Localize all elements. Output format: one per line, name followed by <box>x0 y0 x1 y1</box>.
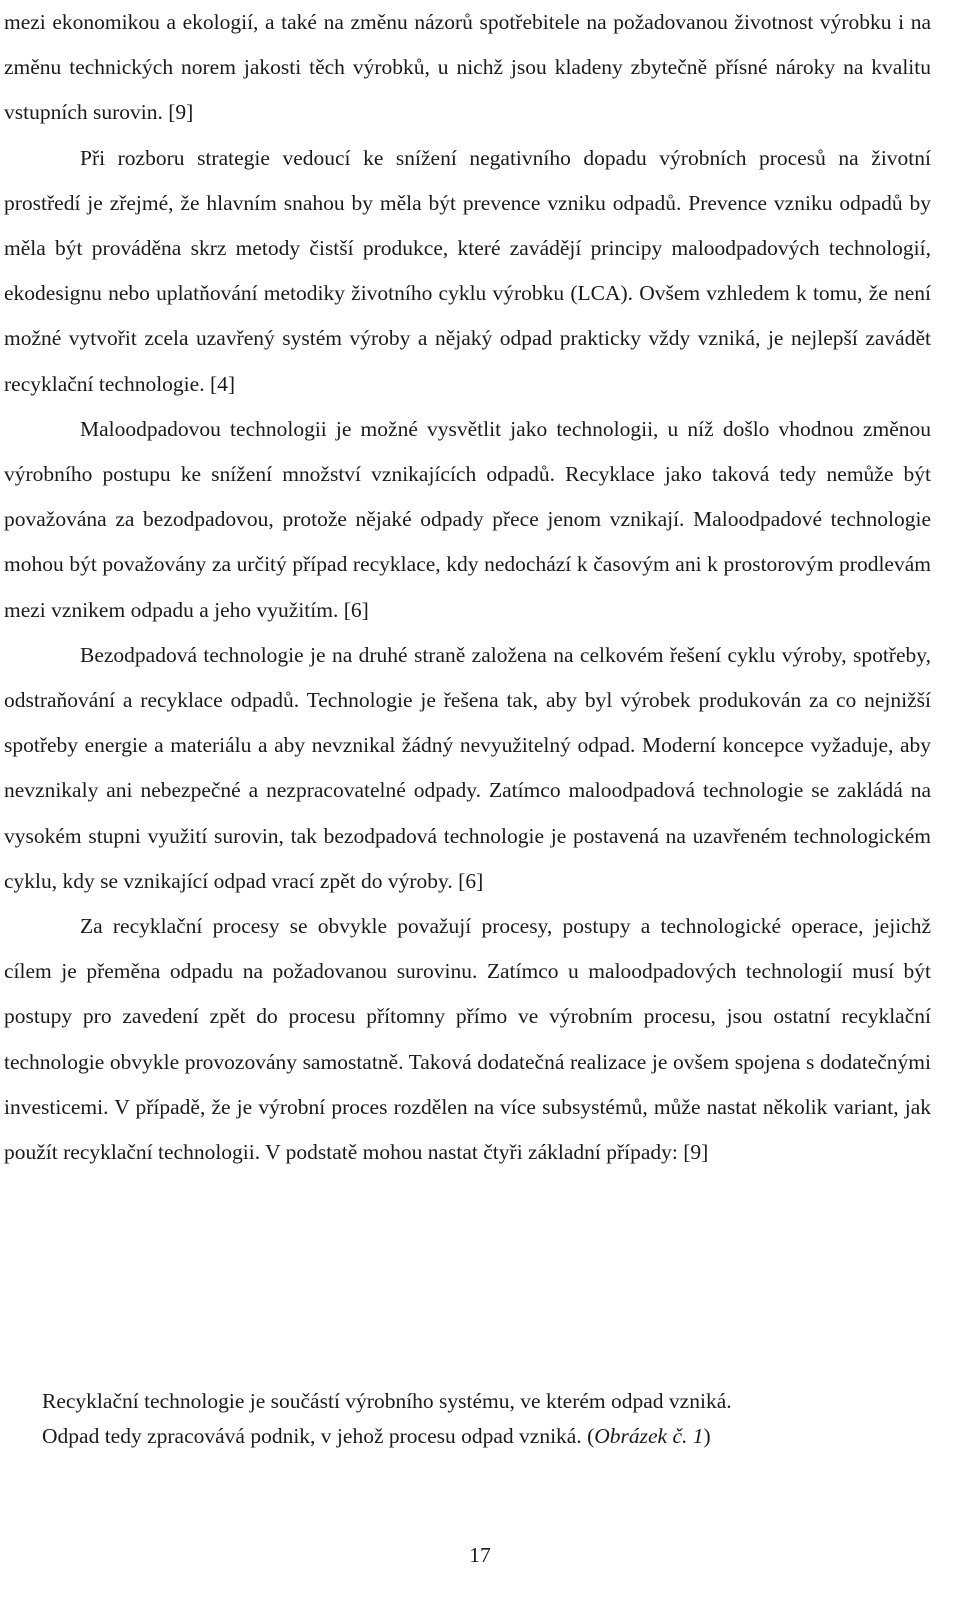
page-number: 17 <box>469 1543 491 1567</box>
paragraph-3: Maloodpadovou technologii je možné vysvětlit jako technologii, u níž došlo vhodnou změnou výrobního postupu ke snížení množství vznikajících odpadů. Recyklace jako taková tedy nemůže být považována za bezodpadovou, protože nějaké odpady přece jenom vznikají. Maloodpadové technologie mohou být považovány za určitý případ recyklace, kdy nedochází k časovým ani k prostorovým prodlevám mezi vznikem odpadu a jeho využitím. [6] <box>4 416 931 622</box>
body-text <box>4 0 931 1175</box>
list-item-line-1: Recyklační technologie je součástí výrobního systému, ve kterém odpad vzniká. <box>42 1389 732 1413</box>
paragraph-5: Za recyklační procesy se obvykle považují procesy, postupy a technologické operace, jejichž cílem je přeměna odpadu na požadovanou surovinu. Zatímco u maloodpadových technologií musí být postupy pro zavedení zpět do procesu přítomny přímo ve výrobním procesu, jsou ostatní recyklační technologie obvykle provozovány samostatně. Taková dodatečná realizace je ovšem spojena s dodatečnými investicemi. V případě, že je výrobní proces rozdělen na více subsystémů, může nastat několik variant, jak použít recyklační technologii. V podstatě mohou nastat čtyři základní případy: [9] <box>4 914 931 1165</box>
list-item-1 <box>42 1384 932 1454</box>
list-item-line-2-text: Odpad tedy zpracovává podnik, v jehož procesu odpad vzniká. ( <box>42 1424 595 1448</box>
paragraph-4: Bezodpadová technologie je na druhé straně založena na celkovém řešení cyklu výroby, spotřeby, odstraňování a recyklace odpadů. Technologie je řešena tak, aby byl výrobek produkován za co nejnižší spotřeby energie a materiálu a aby nevznikal žádný nevyužitelný odpad. Moderní koncepce vyžaduje, aby nevznikaly ani nebezpečné a nezpracovatelné odpady. Zatímco maloodpadová technologie se zakládá na vysokém stupni využití surovin, tak bezodpadová technologie je postavená na uzavřeném technologickém cyklu, kdy se vznikající odpad vrací zpět do výroby. [6] <box>4 642 931 893</box>
paragraph-1: mezi ekonomikou a ekologií, a také na změnu názorů spotřebitele na požadovanou životnost výrobku i na změnu technických norem jakosti těch výrobků, u nichž jsou kladeny zbytečně přísné nároky na kvalitu vstupních surovin. [9] <box>4 10 931 125</box>
figure-reference: Obrázek č. 1 <box>594 1424 704 1448</box>
paragraph-2: Při rozboru strategie vedoucí ke snížení negativního dopadu výrobních procesů na životní prostředí je zřejmé, že hlavním snahou by měla být prevence vzniku odpadů. Prevence vzniku odpadů by měla být prováděna skrz metody čistší produkce, které zavádějí principy maloodpadových technologií, ekodesignu nebo uplatňování metodiky životního cyklu výrobku (LCA). Ovšem vzhledem k tomu, že není možné vytvořit zcela uzavřený systém výroby a nějaký odpad prakticky vždy vzniká, je nejlepší zavádět recyklační technologie. [4] <box>4 145 931 396</box>
list-item-line-2-close: ) <box>703 1424 711 1448</box>
list-item-line-2 <box>42 1419 932 1454</box>
